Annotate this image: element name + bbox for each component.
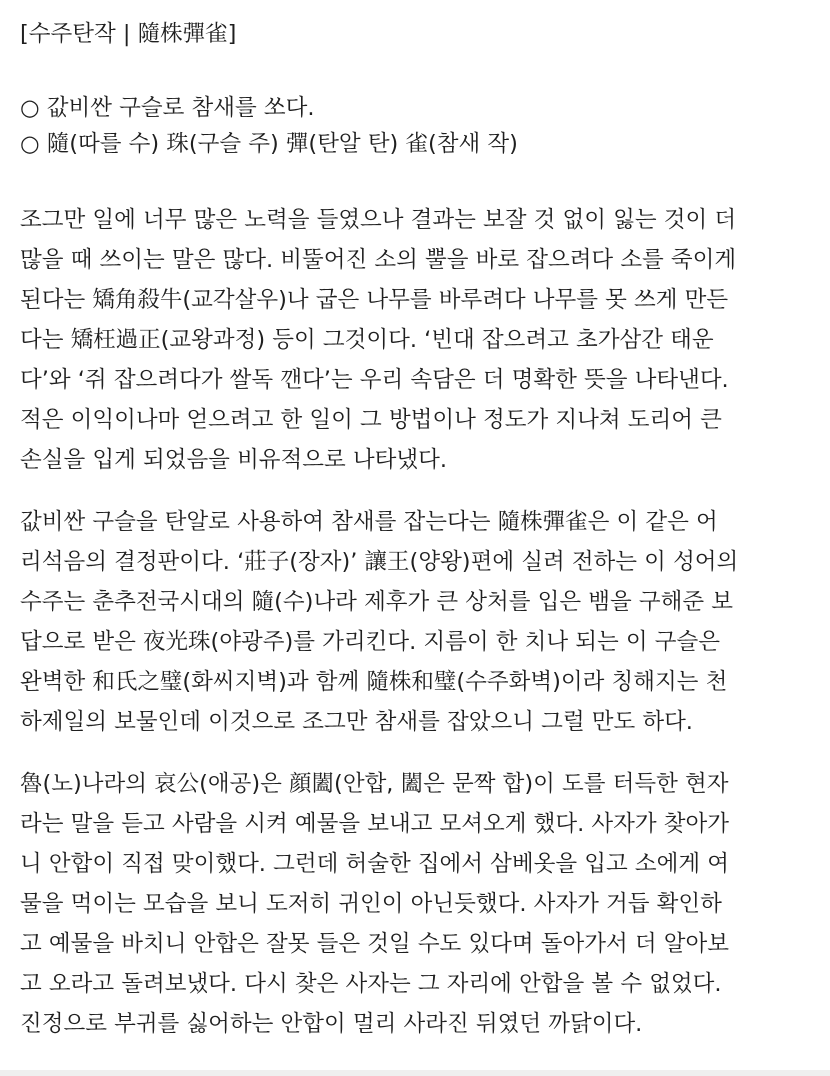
paragraph-line: 다’와 ‘쥐 잡으려다가 쌀독 깬다’는 우리 속담은 더 명확한 뜻을 나타낸다. — [20, 367, 729, 393]
paragraph-line: 魯(노)나라의 哀公(애공)은 顔闔(안합, 闔은 문짝 합)이 도를 터득한 현자 — [20, 771, 729, 797]
meaning-bullet: ○ 값비싼 구슬로 참새를 쏘다. — [20, 95, 315, 121]
paragraph-line: 하제일의 보물인데 이것으로 조그만 참새를 잡았으니 그럴 만도 하다. — [20, 709, 693, 735]
paragraph-line: 값비싼 구슬을 탄알로 사용하여 참새를 잡는다는 隨株彈雀은 이 같은 어 — [20, 509, 718, 535]
paragraph-line: 조그만 일에 너무 많은 노력을 들였으나 결과는 보잘 것 없이 잃는 것이 더 — [20, 207, 737, 233]
paragraph-3 — [20, 764, 810, 1044]
article-title: [수주탄작 | 隨株彈雀] — [20, 21, 237, 47]
paragraph-line: 수주는 춘추전국시대의 隨(수)나라 제후가 큰 상처를 입은 뱀을 구해준 보 — [20, 589, 734, 615]
paragraph-1 — [20, 200, 810, 480]
paragraph-line: 많을 때 쓰이는 말은 많다. 비뚤어진 소의 뿔을 바로 잡으려다 소를 죽이게 — [20, 247, 737, 273]
spacer — [20, 480, 810, 502]
paragraph-line: 적은 이익이나마 얻으려고 한 일이 그 방법이나 정도가 지나쳐 도리어 큰 — [20, 407, 722, 433]
paragraph-line: 고 예물을 바치니 안합은 잘못 들은 것일 수도 있다며 돌아가서 더 알아보 — [20, 931, 729, 957]
paragraph-2 — [20, 502, 810, 742]
paragraph-line: 니 안합이 직접 맞이했다. 그런데 허술한 집에서 삼베옷을 입고 소에게 여 — [20, 851, 729, 877]
paragraph-line: 된다는 矯角殺牛(교각살우)나 굽은 나무를 바루려다 나무를 못 쓰게 만든 — [20, 287, 729, 313]
paragraph-line: 완벽한 和氏之璧(화씨지벽)과 함께 隨株和璧(수주화벽)이라 칭해지는 천 — [20, 669, 728, 695]
spacer — [20, 742, 810, 764]
spacer — [20, 162, 810, 200]
paragraph-line: 다는 矯枉過正(교왕과정) 등이 그것이다. ‘빈대 잡으려고 초가삼간 태운 — [20, 327, 714, 353]
paragraph-line: 리석음의 결정판이다. ‘莊子(장자)’ 讓王(양왕)편에 실려 전하는 이 성어의 — [20, 549, 739, 575]
hanja-bullet: ○ 隨(따를 수) 珠(구슬 주) 彈(탄알 탄) 雀(참새 작) — [20, 131, 518, 157]
spacer — [20, 52, 810, 90]
paragraph-line: 답으로 받은 夜光珠(야광주)를 가리킨다. 지름이 한 치나 되는 이 구슬은 — [20, 629, 720, 655]
bottom-divider — [0, 1070, 830, 1076]
paragraph-line: 진정으로 부귀를 싫어하는 안합이 멀리 사라진 뒤였던 까닭이다. — [20, 1011, 643, 1037]
paragraph-line: 라는 말을 듣고 사람을 시켜 예물을 보내고 모셔오게 했다. 사자가 찾아가 — [20, 811, 729, 837]
paragraph-line: 물을 먹이는 모습을 보니 도저히 귀인이 아닌듯했다. 사자가 거듭 확인하 — [20, 891, 722, 917]
paragraph-line: 손실을 입게 되었음을 비유적으로 나타냈다. — [20, 447, 447, 473]
paragraph-line: 고 오라고 돌려보냈다. 다시 찾은 사자는 그 자리에 안합을 볼 수 없었다. — [20, 971, 722, 997]
